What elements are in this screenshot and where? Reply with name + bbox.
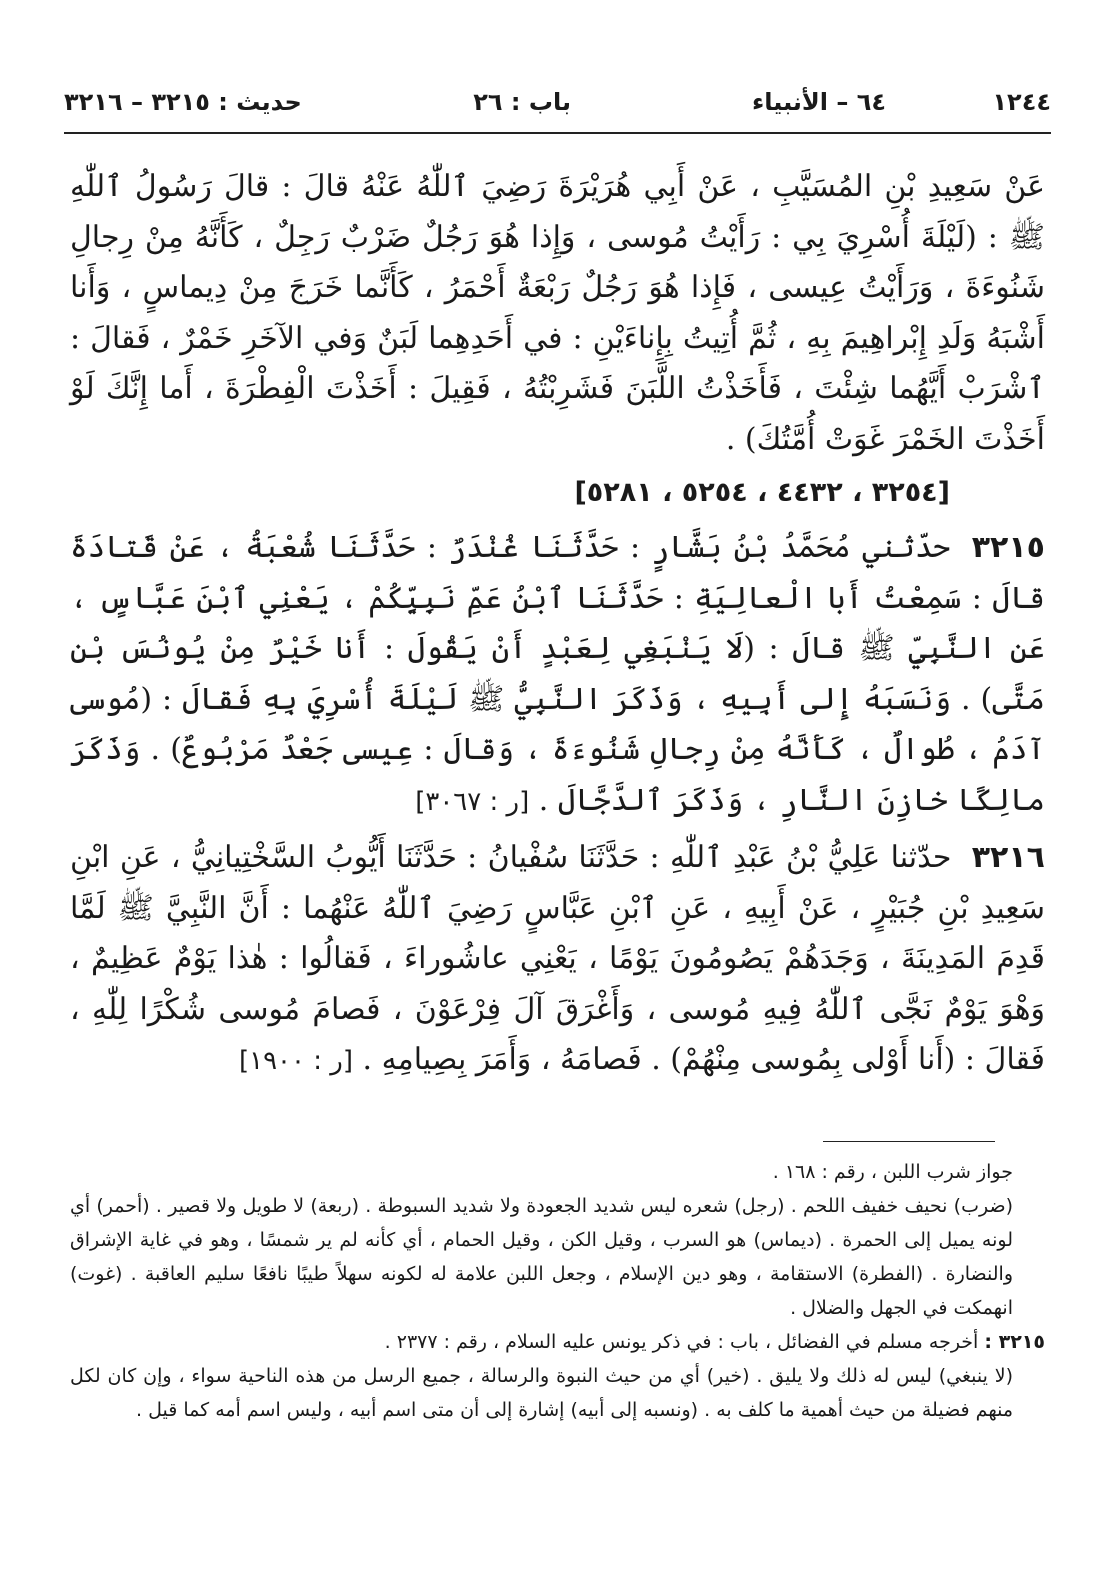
main-text: [70, 162, 1045, 1093]
running-header: [64, 80, 1051, 134]
page-number: ١٢٤٤: [992, 88, 1051, 116]
footnotes: [70, 1155, 1045, 1427]
hadith-3215: [70, 523, 1045, 827]
footnote-text: أخرجه مسلم في الفضائل ، باب : في ذكر يونس عليه السلام ، رقم : ٢٣٧٧ .: [384, 1331, 979, 1353]
hadith-reference: [ر : ١٩٠٠]: [238, 1046, 353, 1076]
footnote: [70, 1325, 1045, 1359]
footnote-divider: [823, 1141, 995, 1142]
hadith-number: ٣٢١٥: [971, 530, 1045, 565]
hadith-range: حديث : ٣٢١٥ – ٣٢١٦: [64, 88, 302, 116]
hadith-reference: [ر : ٣٠٦٧]: [415, 786, 530, 817]
hadith-3214-continuation: عَنْ سَعِيدِ بْنِ المُسَيَّبِ ، عَنْ أَبِي هُرَيْرَةَ رَضِيَ ٱللّٰهُ عَنْهُ قالَ : قالَ رَسُولُ ٱللّٰهِ ﷺ : (لَيْلَةَ أُسْرِيَ بِي : رَأَيْتُ مُوسى ، وَإِذا هُوَ رَجُلٌ ضَرْبٌ رَجِلٌ ، كَأَنَّهُ مِنْ رِجالِ شَنُوءَةَ ، وَرَأَيْتُ عِيسى ، فَإِذا هُوَ رَجُلٌ رَبْعَةٌ أَحْمَرُ ، كَأَنَّما خَرَجَ مِنْ دِيماسٍ ، وَأَنا أَشْبَهُ وَلَدِ إِبْراهِيمَ بِهِ ، ثُمَّ أُتِيتُ بِإِناءَيْنِ : في أَحَدِهِما لَبَنٌ وَفي الآخَرِ خَمْرٌ ، فَقالَ : ٱشْرَبْ أَيَّهُما شِئْتَ ، فَأَخَذْتُ اللَّبَنَ فَشَرِبْتُهُ ، فَقِيلَ : أَخَذْتَ الْفِطْرَةَ ، أَما إِنَّكَ لَوْ أَخَذْتَ الخَمْرَ غَوَتْ أُمَّتُكَ) .: [70, 169, 1045, 457]
footnote: جواز شرب اللبن ، رقم : ١٦٨ .: [772, 1161, 1013, 1183]
footnote: (ضرب) نحيف خفيف اللحم . (رجل) شعره ليس شديد الجعودة ولا شديد السبوطة . (ربعة) لا طويل ولا قصير . (أحمر) أي لونه يميل إلى الحمرة . (ديماس) هو السرب ، وقيل الكن ، وقيل الحمام ، أي كأنه لم ير شمسًا ، وهو في غاية الإشراق والنضارة . (الفطرة) الاستقامة ، وهو دين الإسلام ، وجعل اللبن علامة له لكونه سهلاً طيبًا نافعًا سليم العاقبة . (غوت) انهمكت في الجهل والضلال .: [70, 1195, 1013, 1319]
footnote: (لا ينبغي) ليس له ذلك ولا يليق . (خير) أي من حيث النبوة والرسالة ، جميع الرسل من هذه الناحية سواء ، وإن كان لكل منهم فضيلة من حيث أهمية ما كلف به . (ونسبه إلى أبيه) إشارة إلى أن متى اسم أبيه ، وليس اسم أمه كما قيل .: [70, 1365, 1013, 1421]
book-title: ٦٤ – الأنبياء: [752, 88, 886, 116]
cross-references: [٣٢٥٤ ، ٤٤٣٢ ، ٥٢٥٤ ، ٥٢٨١]: [574, 477, 950, 508]
hadith-text: حدّثنا عَلِيُّ بْنُ عَبْدِ ٱللّٰهِ : حَدَّثَنَا سُفْيانُ : حَدَّثَنَا أَيُّوبُ السَّخْتِيانِيُّ ، عَنِ ابْنِ سَعِيدِ بْنِ جُبَيْرٍ ، عَنْ أَبِيهِ ، عَنِ ٱبْنِ عَبَّاسٍ رَضِيَ ٱللّٰهُ عَنْهُما : أَنَّ النَّبِيَّ ﷺ لَمَّا قَدِمَ المَدِينَةَ ، وَجَدَهُمْ يَصُومُونَ يَوْمًا ، يَعْنِي عاشُوراءَ ، فَقالُوا : هٰذا يَوْمٌ عَظِيمٌ ، وَهْوَ يَوْمٌ نَجَّى ٱللّٰهُ فِيهِ مُوسى ، وَأَغْرَقَ آلَ فِرْعَوْنَ ، فَصامَ مُوسى شُكْرًا لِلّٰهِ ، فَقالَ : (أَنا أَوْلى بِمُوسى مِنْهُمْ) . فَصامَهُ ، وَأَمَرَ بِصِيامِهِ .: [70, 840, 1045, 1077]
footnote-number: ٣٢١٥ :: [984, 1331, 1045, 1353]
chapter-label: باب : ٢٦: [473, 88, 571, 116]
hadith-number: ٣٢١٦: [971, 840, 1045, 875]
hadith-3216: [70, 833, 1045, 1087]
hadith-text: حدّثني مُحَمَّدُ بْنُ بَشَّارٍ : حَدَّثَنَا غُنْدَرٌ : حَدَّثَنَا شُعْبَةُ ، عَنْ قَتادَةَ قالَ : سَمِعْتُ أَبا الْعالِيَةِ : حَدَّثَنَا ٱبْنُ عَمِّ نَبِيِّكُمْ ، يَعْنِي ٱبْنَ عَبَّاسٍ ، عَنِ النَّبِيِّ ﷺ قالَ : (لَا يَنْبَغِي لِعَبْدٍ أَنْ يَقُولَ : أَنا خَيْرٌ مِنْ يُونُسَ بْنِ مَتَّى) . وَنَسَبَهُ إِلى أَبِيهِ ، وَذَكَرَ النَّبِيُّ ﷺ لَيْلَةَ أُسْرِيَ بِهِ فَقالَ : (مُوسى آدَمُ ، طُوالٌ ، كَأَنَّهُ مِنْ رِجالِ شَنُوءَةَ ، وَقالَ : عِيسى جَعْدٌ مَرْبُوعٌ) . وَذَكَرَ مالِكًا خازِنَ النَّارِ ، وَذَكَرَ ٱلدَّجَّالَ .: [70, 530, 1045, 818]
